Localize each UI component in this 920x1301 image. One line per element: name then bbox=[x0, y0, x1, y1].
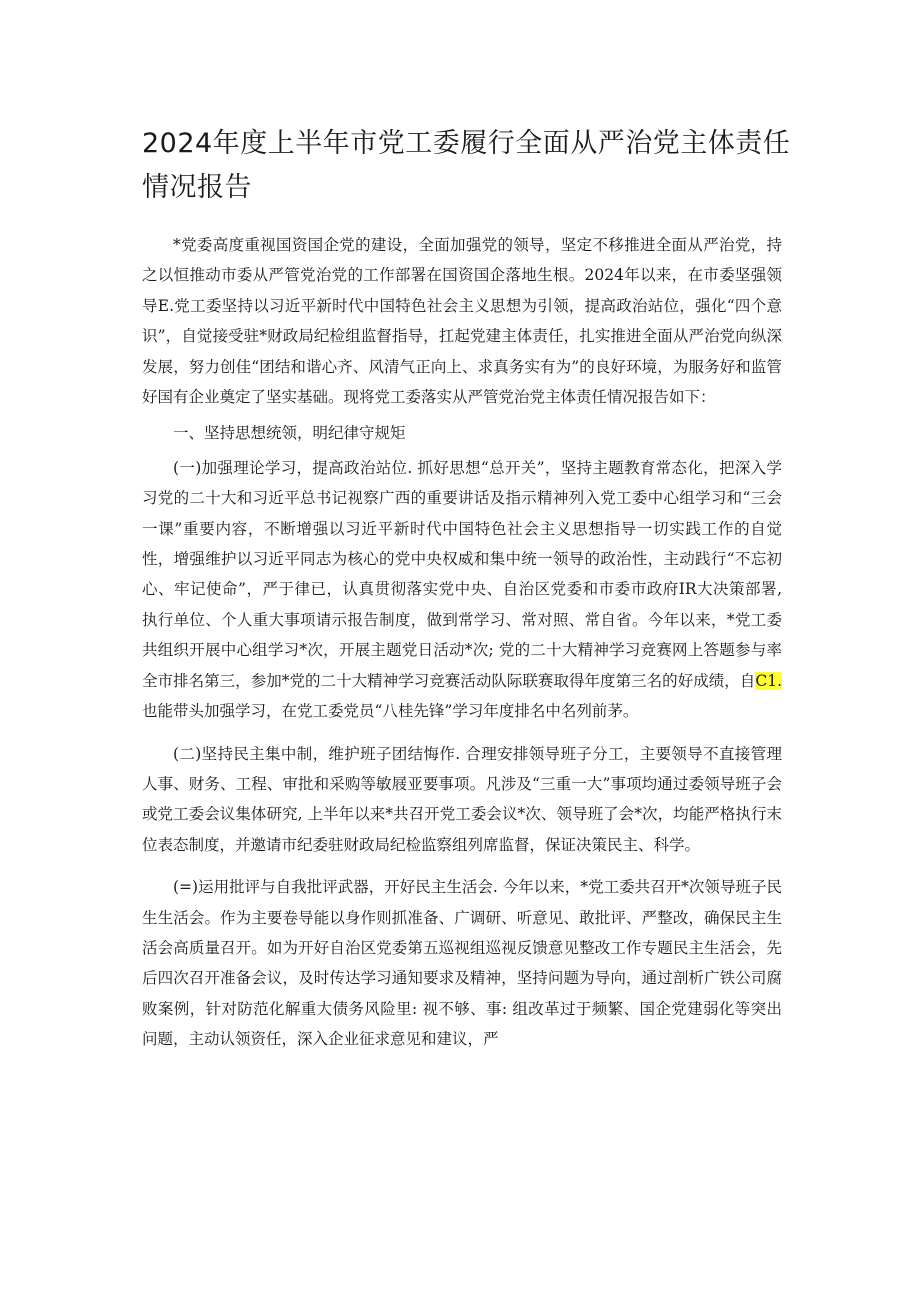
document-title bbox=[142, 122, 792, 210]
document-body bbox=[142, 230, 782, 1055]
subsection-1-paragraph bbox=[142, 453, 782, 727]
highlighted-text: C1. bbox=[755, 671, 782, 690]
intro-paragraph: *党委高度重视国资国企党的建设，全面加强党的领导，坚定不移推进全面从严治党，持之以恒推动市委从严管党治党的工作部署在国资国企落地生根。2024年以来，在市委坚强领导E.党工委坚持以习近平新时代中国特色社会主义思想为引领，提高政治站位，强化“四个意识”，自觉接受驻*财政局纪检组监督指导，扛起党建主体责任，扎实推进全面从严治党向纵深发展，努力创佳“团结和谐心齐、风清气正向上、求真务实有为”的良好环境，为服务好和监管好国有企业奠定了坚实基础。现将党工委落实从严管党治党主体责任情况报告如下： bbox=[142, 236, 782, 407]
subsection-2-paragraph: (二)坚持民主集中制，维护班子团结悔作. 合理安排领导班子分工，主要领导不直接管理人事、财务、工程、审批和采购等敏屐亚要事项。凡涉及“三重一大”事项均通过委领导班子会或党工委会议集体研究, 上半年以来*共召开党工委会议*次、领导班了会*次，均能严格执行末位表态制度，并邀请市纪委驻财政局纪检监察组列席监督，保证决策民主、科学。 bbox=[142, 744, 782, 854]
section-heading-1: 一、坚持思想统领，明纪律守规矩 bbox=[173, 424, 406, 443]
title-line-2: 情况报告 bbox=[142, 172, 252, 203]
subsection-3-paragraph: (=)运用批评与自我批评武器，开好民主生活会. 今年以来，*党工委共召开*次领导班子民生生活会。作为主要卷导能以身作则抓准备、广调研、听意见、敢批评、严整改，确保民主生活会高质量召开。如为开好自治区党委第五巡视组巡视反馈意见整改工作专题民主生活会，先后四次召开准备会议，及时传达学习通知要求及精神，坚持问题为导向，通过剖析广铁公司腐败案例，针对防范化解重大债务风险里: 视不够、事: 组改革过于频繁、国企党建弱化等突出问题，主动认领资任，深入企业征求意见和建议，严 bbox=[142, 878, 782, 1049]
subsection-1-text-end: 也能带头加强学习，在党工委党员“八桂先锋”学习年度排名中名列前茅。 bbox=[142, 702, 639, 721]
title-line-1: 2024年度上半年市党工委履行全面从严治党主体责任 bbox=[142, 128, 791, 159]
subsection-1-text-start: (一)加强理论学习，提高政治站位. 抓好思想“总开关”，坚持主题教育常态化，把深入学习党的二十大和习近平总书记视察广西的重要讲话及指示精神列入党工委中心组学习和“三会一课”重要内容，不断增强以习近平新时代中国特色社会主义思想指导一切实践工作的自觉性，增强维护以习近平同志为核心的党中央权威和集中统一领导的政治性，主动践行“不忘初心、牢记使命”，严于律已，认真贯彻落实党中央、自治区党委和市委市政府IR大决策部署, 执行单位、个人重大事项请示报告制度，做到常学习、常对照、常自省。今年以来，*党工委共组织开展中心组学习*次，开展主题党日活动*次; 党的二十大精神学习竞赛网上答题参与率全市排名第三，参加*党的二十大精神学习竞赛活动队际联赛取得年度第三名的好成绩，自 bbox=[142, 458, 782, 690]
